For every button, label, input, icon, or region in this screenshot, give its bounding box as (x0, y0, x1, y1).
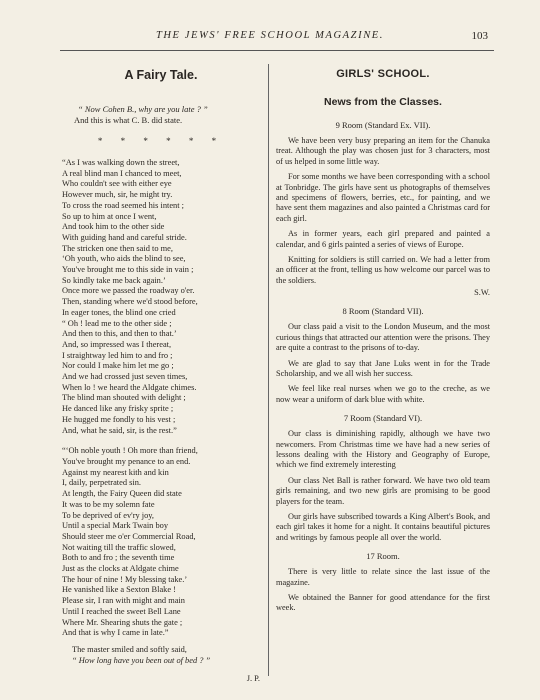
class-heading: 8 Room (Standard VII). (342, 306, 424, 317)
poem-line: ‘Oh youth, who aids the blind to see, (62, 254, 186, 264)
class-heading: 9 Room (Standard Ex. VII). (335, 120, 431, 130)
poem-line: It was to be my solemn fate (62, 499, 155, 509)
poem-stanza-1 (62, 158, 260, 436)
poem-line: He danced like any frisky sprite ; (62, 404, 174, 414)
class-heading: 7 Room (Standard VI). (343, 413, 423, 424)
poem-line: Who couldn't see with either eye (62, 179, 172, 189)
poem-line: And took him to the other side (62, 222, 165, 232)
poem-line: Against my nearest kith and kin (62, 467, 169, 477)
poem-line: Not waiting till the traffic slowed, (62, 542, 176, 552)
poem-line: At length, the Fairy Queen did state (62, 489, 182, 499)
poem-line: I, daily, perpetrated sin. (62, 478, 141, 488)
poem-line: So up to him at once I went, (62, 211, 157, 221)
poem-line: “‘Oh noble youth ! Oh more than friend, (62, 446, 198, 456)
poem-line: Just as the clocks at Aldgate chime (62, 564, 179, 574)
poem-closing-line: The master smiled and softly said, (72, 644, 187, 654)
page-number: 103 (471, 30, 488, 42)
header-rule (60, 50, 494, 51)
poem-line: So kindly take me back again.’ (62, 275, 166, 285)
poem-line: And we had crossed just seven times, (62, 372, 188, 382)
stanza-gap (62, 436, 260, 446)
poem-line: When lo ! we heard the Aldgate chimes. (62, 382, 197, 392)
poem-line: And that is why I came in late.” (62, 628, 169, 638)
poem-line: He vanished like a Sexton Blake ! (62, 585, 176, 595)
poem-column (62, 68, 260, 683)
poem-line: Both to and fro ; the seventh time (62, 553, 175, 563)
poem-line: “ Oh ! lead me to the other side ; (62, 318, 172, 328)
news-paragraph: We are glad to say that Jane Luks went in for the Trade Scholarship, and we all wish her success. (276, 358, 490, 378)
poem-line: You've brought me to this side in vain ; (62, 265, 194, 275)
news-paragraph: For some months we have been corresponding with a school at Tonbridge. The girls have sent us photographs of themselves and specimens of flowers, berries, etc., for painting, and we have sent them magazines and also painted a Christmas card for each girl. (276, 172, 490, 223)
poem-line: You've brought my penance to an end. (62, 456, 191, 466)
poem-line: And, so impressed was I thereat, (62, 339, 172, 349)
news-paragraph: As in former years, each girl prepared and painted a calendar, and 6 girls painted a series of views of Europe. (276, 229, 490, 249)
poem-line: Once more we passed the roadway o'er. (62, 286, 195, 296)
news-paragraph: Our class paid a visit to the London Museum, and the most curious things that attracted our attention were the prisons. They are quite a contrast to the prisons of to-day. (276, 322, 490, 353)
poem-line: In eager tones, the blind one cried (62, 307, 176, 317)
news-paragraph: Our class is diminishing rapidly, although we have two newcomers. From Christmas time we have had a new series of lessons dealing with the History and Geography of Europe, which we find extremely interesting (276, 429, 490, 470)
poem-line: Where Mr. Shearing shuts the gate ; (62, 617, 183, 627)
news-signature: S.W. (474, 288, 490, 298)
poem-line: However much, sir, he might try. (62, 190, 173, 200)
running-header (0, 30, 540, 46)
poem-closing (62, 645, 260, 666)
poem-line: The hour of nine ! My blessing take.’ (62, 574, 188, 584)
poem-line: “As I was walking down the street, (62, 158, 180, 167)
news-paragraph: We feel like real nurses when we go to the creche, as we now wear a uniform of dark blue with white. (276, 384, 490, 404)
school-news-column (276, 68, 490, 619)
poem-line: And, what he said, sir, is the rest.” (62, 425, 177, 435)
news-paragraph: There is very little to relate since the last issue of the magazine. (276, 567, 490, 587)
poem-closing-question: “ How long have you been out of bed ? ” (72, 655, 211, 665)
poem-line: And then to this, and then to that.’ (62, 329, 177, 339)
news-paragraph: Our girls have subscribed towards a King Albert's Book, and each girl takes it home for a night. It contains beautiful pictures and writings by famous people all over the world. (276, 511, 490, 542)
news-paragraph: Our class Net Ball is rather forward. We have two old team girls remaining, and two new girls are promising to be good players for the team. (276, 475, 490, 506)
poem-signature: J. P. (246, 674, 260, 684)
running-title: THE JEWS' FREE SCHOOL MAGAZINE. (155, 30, 385, 41)
poem-line: To cross the road seemed his intent ; (62, 200, 184, 210)
poem-line: With guiding hand and careful stride. (62, 232, 187, 242)
class-heading: 17 Room. (366, 551, 400, 562)
poem-line: I straightway led him to and fro ; (62, 350, 173, 360)
poem-line: Should steer me o'er Commercial Road, (62, 531, 196, 541)
poem-line: Please sir, I ran with might and main (62, 596, 185, 606)
poem-line: The blind man shouted with delight ; (62, 393, 186, 403)
poem-line: He hugged me fondly to his vest ; (62, 414, 176, 424)
poem-line: Then, standing where we'd stood before, (62, 297, 198, 307)
poem-epigraph-question: “ Now Cohen B., why are you late ? ” (78, 104, 208, 114)
poem-line: Nor could I make him let me go ; (62, 361, 174, 371)
poem-epigraph-answer: And this is what C. B. did state. (74, 115, 183, 125)
poem-line: To be deprived of ev'ry joy, (62, 510, 155, 520)
column-divider (268, 64, 269, 676)
news-title: News from the Classes. (324, 96, 442, 108)
poem-line: A real blind man I chanced to meet, (62, 168, 182, 178)
news-paragraph: We obtained the Banner for good attendance for the first week. (276, 593, 490, 613)
section-title: GIRLS' SCHOOL. (336, 68, 430, 80)
poem-line: Until I reached the sweet Bell Lane (62, 606, 181, 616)
poem-stanza-2 (62, 446, 260, 639)
asterism: * * * * * * (97, 136, 225, 146)
poem-title: A Fairy Tale. (124, 68, 198, 82)
news-paragraph: We have been very busy preparing an item for the Chanuka treat. Although the play was chosen just for 3 characters, most of us helped in some little way. (276, 136, 490, 166)
poem-line: Until a special Mark Twain boy (62, 521, 169, 531)
poem-line: The stricken one then said to me, (62, 243, 173, 253)
news-paragraph: Knitting for soldiers is still carried on. We had a letter from an officer at the front, telling us how welcome our parcel was to the soldiers. (276, 255, 490, 285)
